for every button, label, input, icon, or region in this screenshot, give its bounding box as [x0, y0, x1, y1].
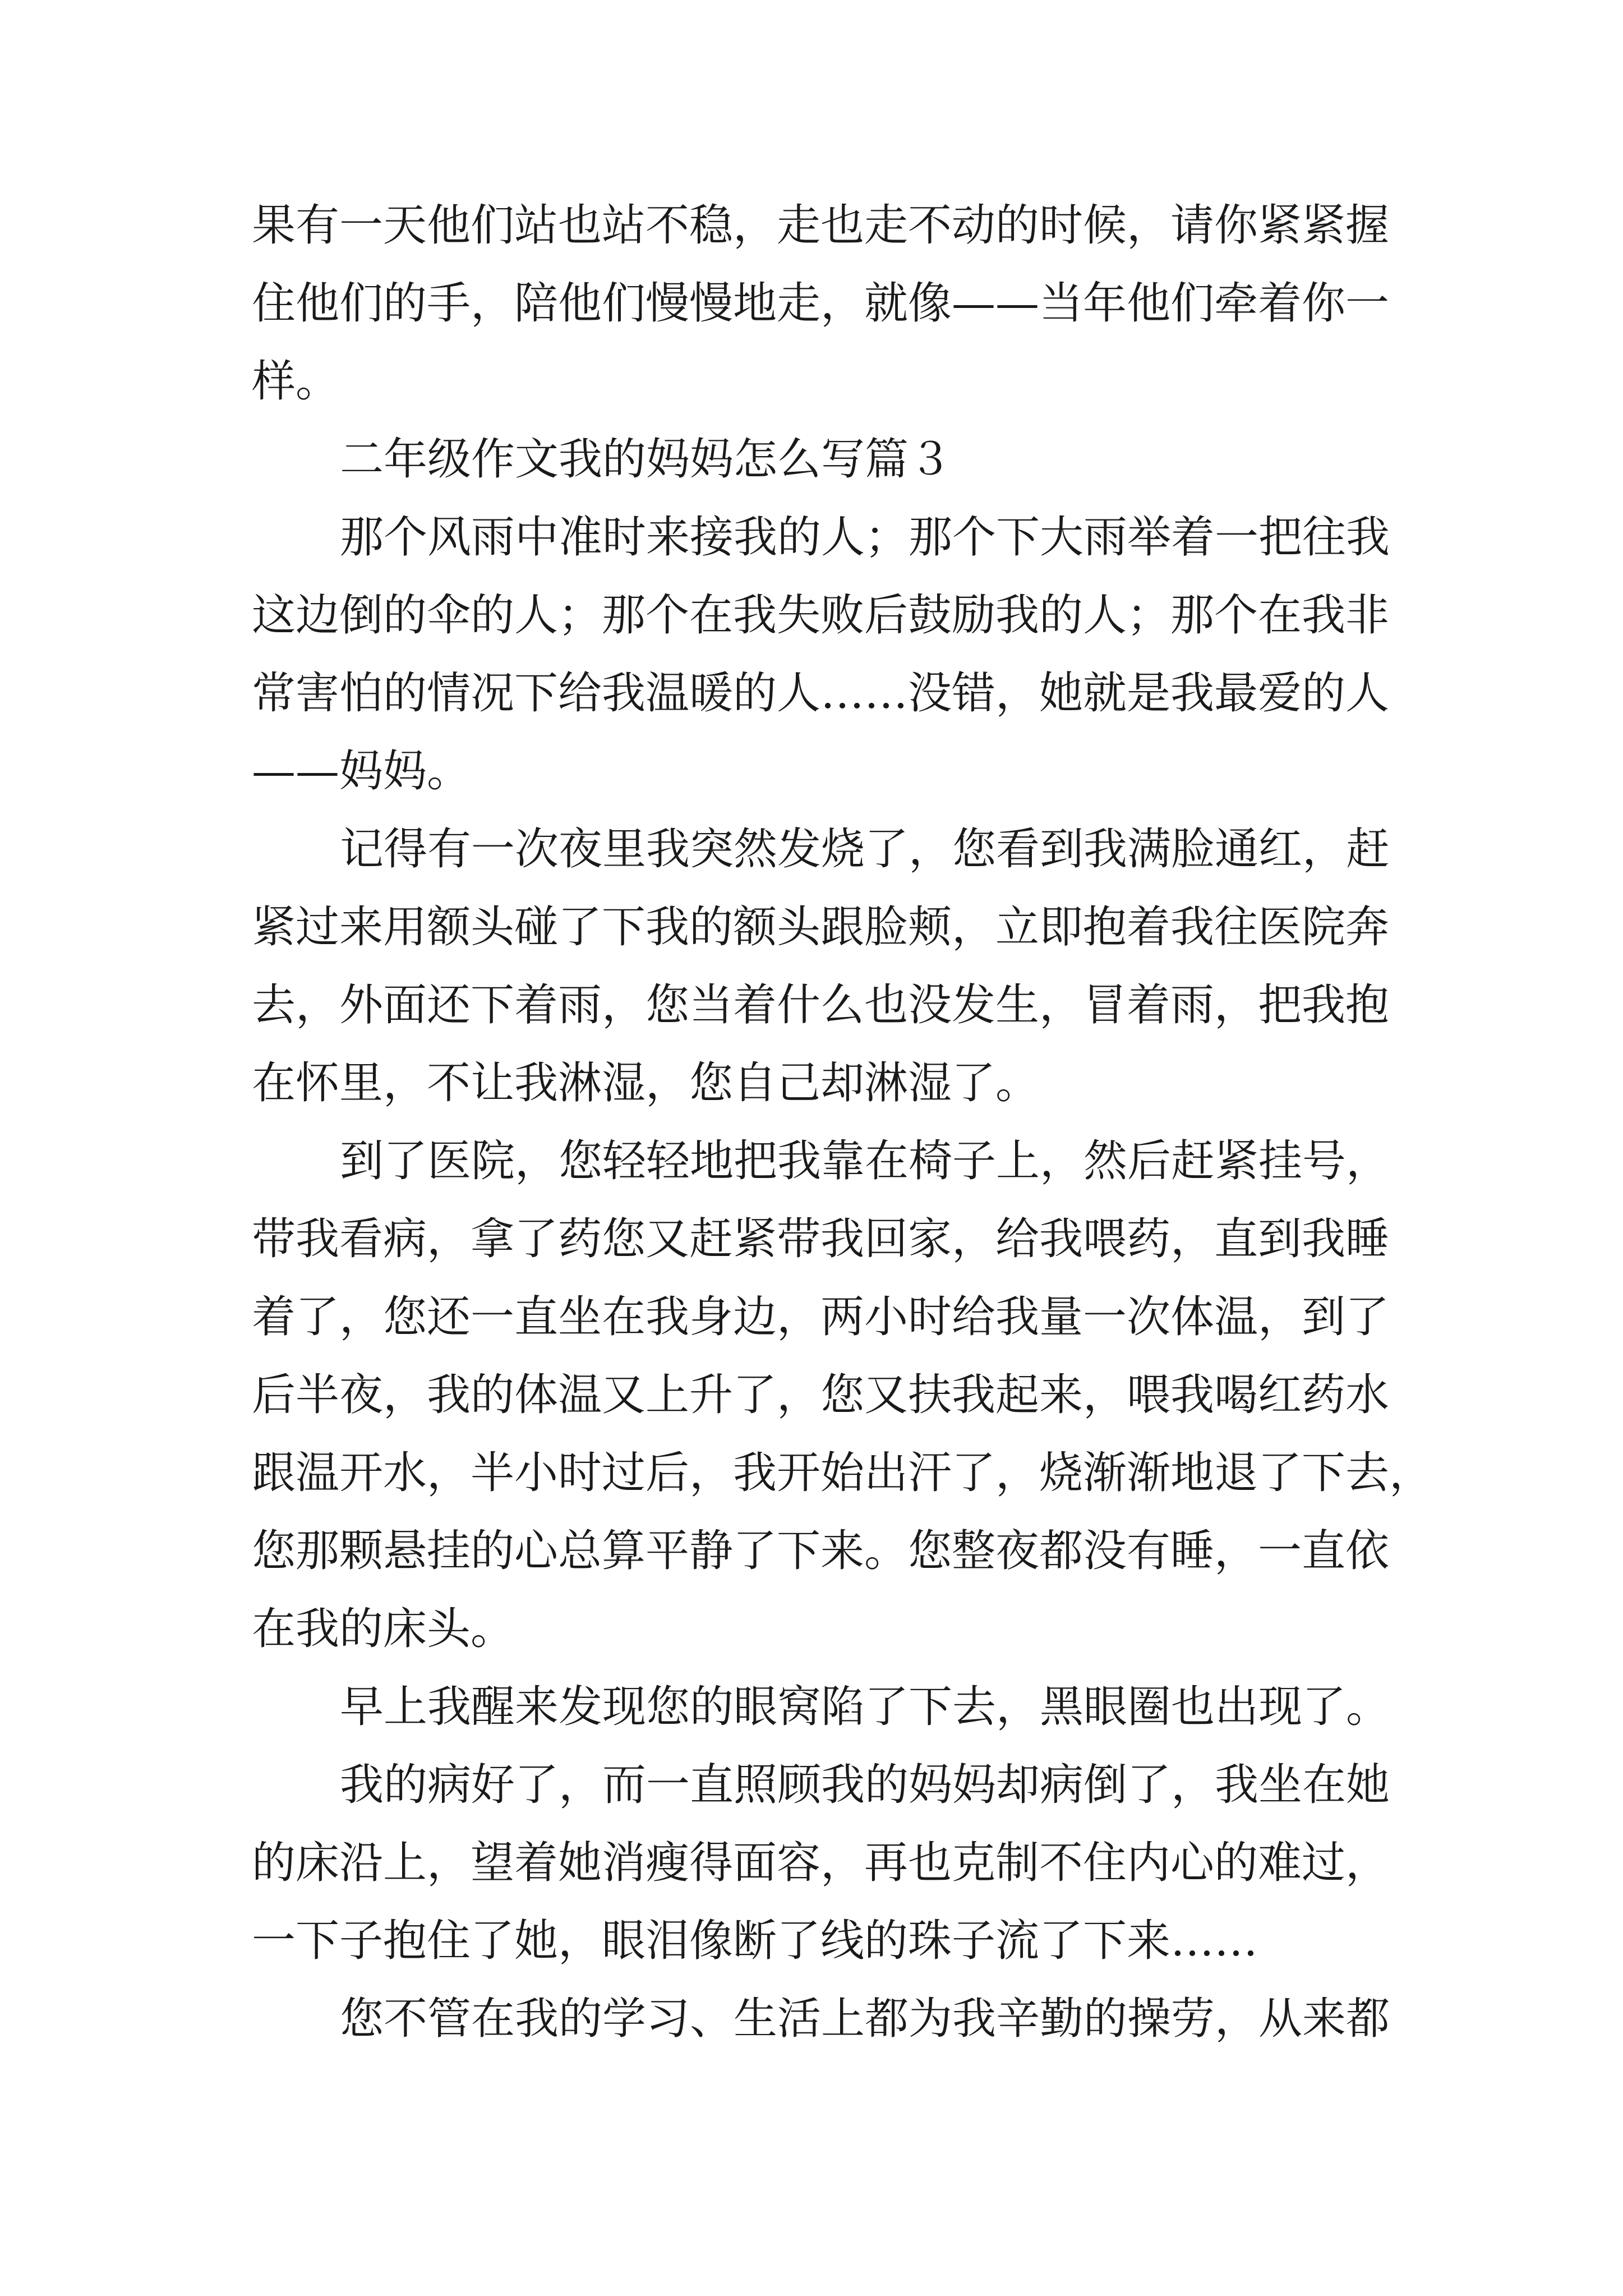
text-line: 后半夜，我的体温又上升了，您又扶我起来，喂我喝红药水	[252, 1370, 1390, 1420]
text-line: 的床沿上，望着她消瘦得面容，再也克制不住内心的难过，	[252, 1838, 1390, 1888]
text-line: 那个风雨中准时来接我的人；那个下大雨举着一把往我	[340, 512, 1390, 563]
text-line: 到了医院，您轻轻地把我靠在椅子上，然后赶紧挂号，	[340, 1136, 1390, 1186]
text-line: 带我看病，拿了药您又赶紧带我回家，给我喂药，直到我睡	[252, 1214, 1390, 1264]
text-line: 去，外面还下着雨，您当着什么也没发生，冒着雨，把我抱	[252, 980, 1390, 1030]
text-line: 早上我醒来发现您的眼窝陷了下去，黑眼圈也出现了。	[340, 1682, 1390, 1732]
text-line: 一下子抱住了她，眼泪像断了线的珠子流了下来……	[252, 1916, 1258, 1966]
text-line: 您不管在我的学习、生活上都为我辛勤的操劳，从来都	[340, 1994, 1390, 2044]
text-line: 果有一天他们站也站不稳，走也走不动的时候，请你紧紧握	[252, 200, 1390, 251]
text-line: 您那颗悬挂的心总算平静了下来。您整夜都没有睡，一直依	[252, 1526, 1390, 1576]
text-line: 跟温开水，半小时过后，我开始出汗了，烧渐渐地退了下去，	[252, 1448, 1433, 1498]
text-line: 常害怕的情况下给我温暖的人……没错，她就是我最爱的人	[252, 668, 1390, 719]
text-line: 着了，您还一直坐在我身边，两小时给我量一次体温，到了	[252, 1292, 1390, 1342]
text-line: 这边倒的伞的人；那个在我失败后鼓励我的人；那个在我非	[252, 590, 1390, 641]
text-line: ——妈妈。	[252, 746, 471, 797]
text-line: 样。	[252, 356, 340, 407]
text-line: 我的病好了，而一直照顾我的妈妈却病倒了，我坐在她	[340, 1760, 1390, 1810]
text-line: 住他们的手，陪他们慢慢地走，就像——当年他们牵着你一	[252, 278, 1390, 329]
text-line: 在我的床头。	[252, 1604, 515, 1654]
text-line: 记得有一次夜里我突然发烧了，您看到我满脸通红，赶	[340, 824, 1390, 875]
section-heading: 二年级作文我的妈妈怎么写篇３	[340, 434, 953, 485]
text-line: 在怀里，不让我淋湿，您自己却淋湿了。	[252, 1058, 1040, 1108]
text-line: 紧过来用额头碰了下我的额头跟脸颊，立即抱着我往医院奔	[252, 902, 1390, 953]
